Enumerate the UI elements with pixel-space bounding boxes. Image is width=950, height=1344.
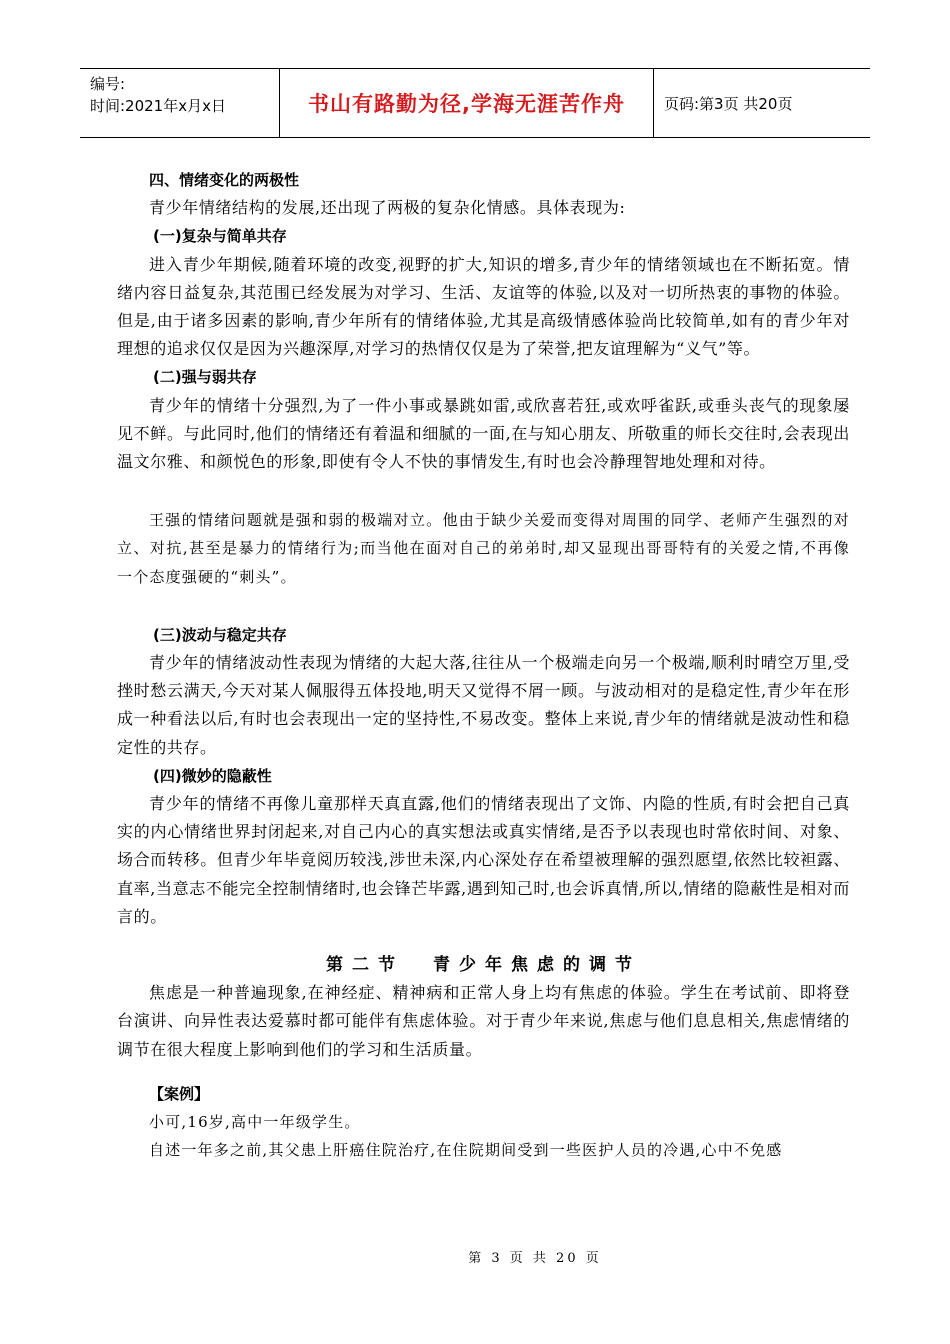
paragraph-3: 青少年的情绪波动性表现为情绪的大起大落,往往从一个极端走向另一个极端,顺利时晴空万里,受挫时愁云满天,今天对某人佩服得五体投地,明天又觉得不屑一顾。与波动相对的是稳定性,青少年在形成一种看法以后,有时也会表现出一定的坚持性,不易改变。整体上来说,青少年的情绪就是波动性和稳定性的共存。 [117,653,850,757]
subheading-3: (三)波动与稳定共存 [153,625,287,644]
spacer [117,476,850,506]
header-left-cell [80,69,280,137]
spacer [117,1064,850,1080]
date-label: 时间:2021年x月x日 [90,97,226,115]
subheading-1: (一)复杂与简单共存 [153,227,287,246]
section-title: 第二节 青少年焦虑的调节 [326,955,641,976]
subheading-4: (四)微妙的隐蔽性 [153,766,272,785]
subheading-2: (二)强与弱共存 [153,368,257,387]
header-motto: 书山有路勤为径,学海无涯苦作舟 [280,69,654,137]
document-body [117,166,850,1165]
spacer [117,591,850,621]
page-footer: 第 3 页 共 20 页 [468,1251,602,1266]
case-label: 【案例】 [149,1084,210,1103]
case-line-2: 自述一年多之前,其父患上肝癌住院治疗,在住院期间受到一些医护人员的冷遇,心中不免感 [149,1141,783,1160]
intro-paragraph: 青少年情绪结构的发展,还出现了两极的复杂化情感。具体表现为: [149,198,626,218]
paragraph-2: 青少年的情绪十分强烈,为了一件小事或暴跳如雷,或欣喜若狂,或欢呼雀跃,或垂头丧气的现象屡见不鲜。与此同时,他们的情绪还有着温和细腻的一面,在与知心朋友、所敬重的师长交往时,会表现出温文尔雅、和颜悦色的形象,即使有令人不快的事情发生,有时也会冷静理智地处理和对待。 [117,395,850,472]
paragraph-1: 进入青少年期候,随着环境的改变,视野的扩大,知识的增多,青少年的情绪领域也在不断拓宽。情绪内容日益复杂,其范围已经发展为对学习、生活、友谊等的体验,以及对一切所热衷的事物的体验。但是,由于诸多因素的影响,青少年所有的情绪体验,尤其是高级情感体验尚比较简单,如有的青少年对理想的追求仅仅是因为兴趣深厚,对学习的热情仅仅是为了荣誉,把友谊理解为“义气”等。 [117,254,850,359]
header-page-info: 页码:第3页 共20页 [664,94,793,113]
case-line-1: 小可,16岁,高中一年级学生。 [149,1113,361,1132]
number-label: 编号: [90,75,126,93]
paragraph-5: 焦虑是一种普遍现象,在神经症、精神病和正常人身上均有焦虑的体验。学生在考试前、即将登台演讲、向异性表达爱慕时都可能伴有焦虑体验。对于青少年来说,焦虑与他们息息相关,焦虑情绪的调节在很大程度上影响到他们的学习和生活质量。 [117,983,850,1059]
paragraph-4: 青少年的情绪不再像儿童那样天真直露,他们的情绪表现出了文饰、内隐的性质,有时会把自己真实的内心情绪世界封闭起来,对自己内心的真实想法或真实情绪,是否予以表现也时常依时间、对象、场合而转移。但青少年毕竟阅历较浅,涉世未深,内心深处存在希望被理解的强烈愿望,依然比较袒露、直率,当意志不能完全控制情绪时,也会锋芒毕露,遇到知己时,也会诉真情,所以,情绪的隐蔽性是相对而言的。 [117,794,850,926]
case-paragraph: 王强的情绪问题就是强和弱的极端对立。他由于缺少关爱而变得对周围的同学、老师产生强烈的对立、对抗,甚至是暴力的情绪行为;而当他在面对自己的弟弟时,却又显现出哥哥特有的关爱之情,不再像一个态度强硬的“刺头”。 [117,511,850,586]
heading-four: 四、情绪变化的两极性 [149,171,300,189]
page-header [80,68,870,138]
